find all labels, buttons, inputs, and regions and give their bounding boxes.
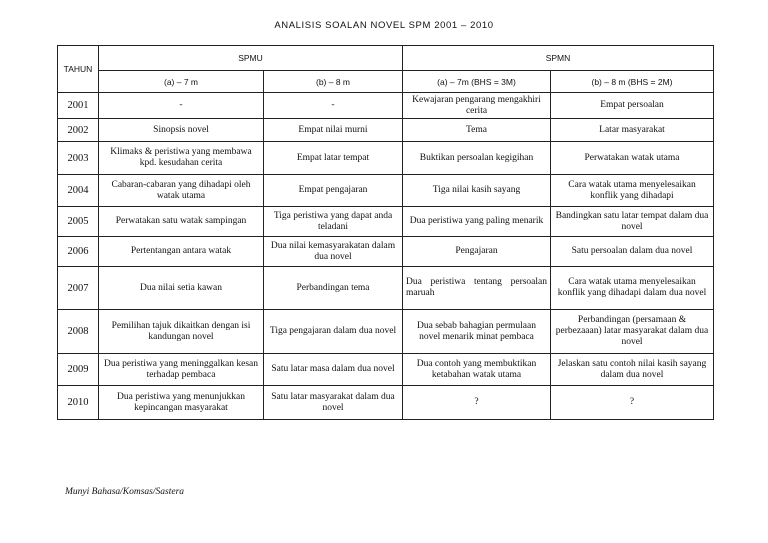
subheader-spmu-b: (b) – 8 m [264,71,403,93]
table-row [58,267,714,310]
table-row [58,119,714,142]
table-cell: Perwatakan watak utama [551,142,714,175]
table-cell: Dua contoh yang membuktikan ketabahan watak utama [403,354,551,386]
table-cell: Cara watak utama menyelesaikan konflik yang dihadapi [551,175,714,207]
table-cell: Dua peristiwa yang menunjukkan kepincangan masyarakat [99,386,264,420]
year-cell: 2005 [58,207,99,237]
year-cell: 2001 [58,93,99,119]
table-cell: Dua peristiwa yang paling menarik [403,207,551,237]
table-row [58,354,714,386]
table-cell: Latar masyarakat [551,119,714,142]
table-cell: Tiga pengajaran dalam dua novel [264,310,403,354]
table-cell: Dua nilai setia kawan [99,267,264,310]
table-cell: Dua sebab bahagian permulaan novel menarik minat pembaca [403,310,551,354]
year-cell: 2010 [58,386,99,420]
table-row [58,207,714,237]
table-cell: - [264,93,403,119]
subheader-spmn-b: (b) – 8 m (BHS = 2M) [551,71,714,93]
subheader-spmu-a: (a) – 7 m [99,71,264,93]
table-cell: Buktikan persoalan kegigihan [403,142,551,175]
table-cell: Dua peristiwa tentang persoalan maruah [403,267,551,310]
table-cell: Satu latar masyarakat dalam dua novel [264,386,403,420]
table-cell: Pemilihan tajuk dikaitkan dengan isi kandungan novel [99,310,264,354]
year-cell: 2004 [58,175,99,207]
table-row [58,237,714,267]
table-cell: Jelaskan satu contoh nilai kasih sayang dalam dua novel [551,354,714,386]
table-cell: Tiga nilai kasih sayang [403,175,551,207]
table-cell: - [99,93,264,119]
table-row [58,93,714,119]
table-cell: Klimaks & peristiwa yang membawa kpd. kesudahan cerita [99,142,264,175]
table-cell: Kewajaran pengarang mengakhiri cerita [403,93,551,119]
table-cell: Tema [403,119,551,142]
year-cell: 2003 [58,142,99,175]
table-cell: Perwatakan satu watak sampingan [99,207,264,237]
table-cell: Perbandingan tema [264,267,403,310]
table-cell: ? [403,386,551,420]
table-row [58,142,714,175]
table-row [58,310,714,354]
table-cell: Bandingkan satu latar tempat dalam dua novel [551,207,714,237]
header-tahun: TAHUN [58,46,99,93]
table-cell: Pertentangan antara watak [99,237,264,267]
table-cell: ? [551,386,714,420]
analysis-table [57,45,714,420]
table-cell: Empat persoalan [551,93,714,119]
footer-note: Munyi Bahasa/Komsas/Sastera [65,487,185,497]
subheader-spmn-a: (a) – 7m (BHS = 3M) [403,71,551,93]
year-cell: 2009 [58,354,99,386]
table-cell: Dua peristiwa yang meninggalkan kesan terhadap pembaca [99,354,264,386]
year-cell: 2007 [58,267,99,310]
header-spmn: SPMN [403,46,714,71]
table-cell: Sinopsis novel [99,119,264,142]
table-cell: Empat pengajaran [264,175,403,207]
table-cell: Perbandingan (persamaan & perbezaaan) latar masyarakat dalam dua novel [551,310,714,354]
table-cell: Empat nilai murni [264,119,403,142]
table-row [58,386,714,420]
table-cell: Cara watak utama menyelesaikan konflik yang dihadapi dalam dua novel [551,267,714,310]
table-cell: Satu persoalan dalam dua novel [551,237,714,267]
table-row [58,175,714,207]
year-cell: 2006 [58,237,99,267]
year-cell: 2008 [58,310,99,354]
page-title: ANALISIS SOALAN NOVEL SPM 2001 – 2010 [274,20,494,31]
table-cell: Satu latar masa dalam dua novel [264,354,403,386]
table-cell: Pengajaran [403,237,551,267]
table-cell: Empat latar tempat [264,142,403,175]
table-cell: Cabaran-cabaran yang dihadapi oleh watak utama [99,175,264,207]
year-cell: 2002 [58,119,99,142]
table-cell: Tiga peristiwa yang dapat anda teladani [264,207,403,237]
header-spmu: SPMU [99,46,403,71]
table-cell: Dua nilai kemasyarakatan dalam dua novel [264,237,403,267]
